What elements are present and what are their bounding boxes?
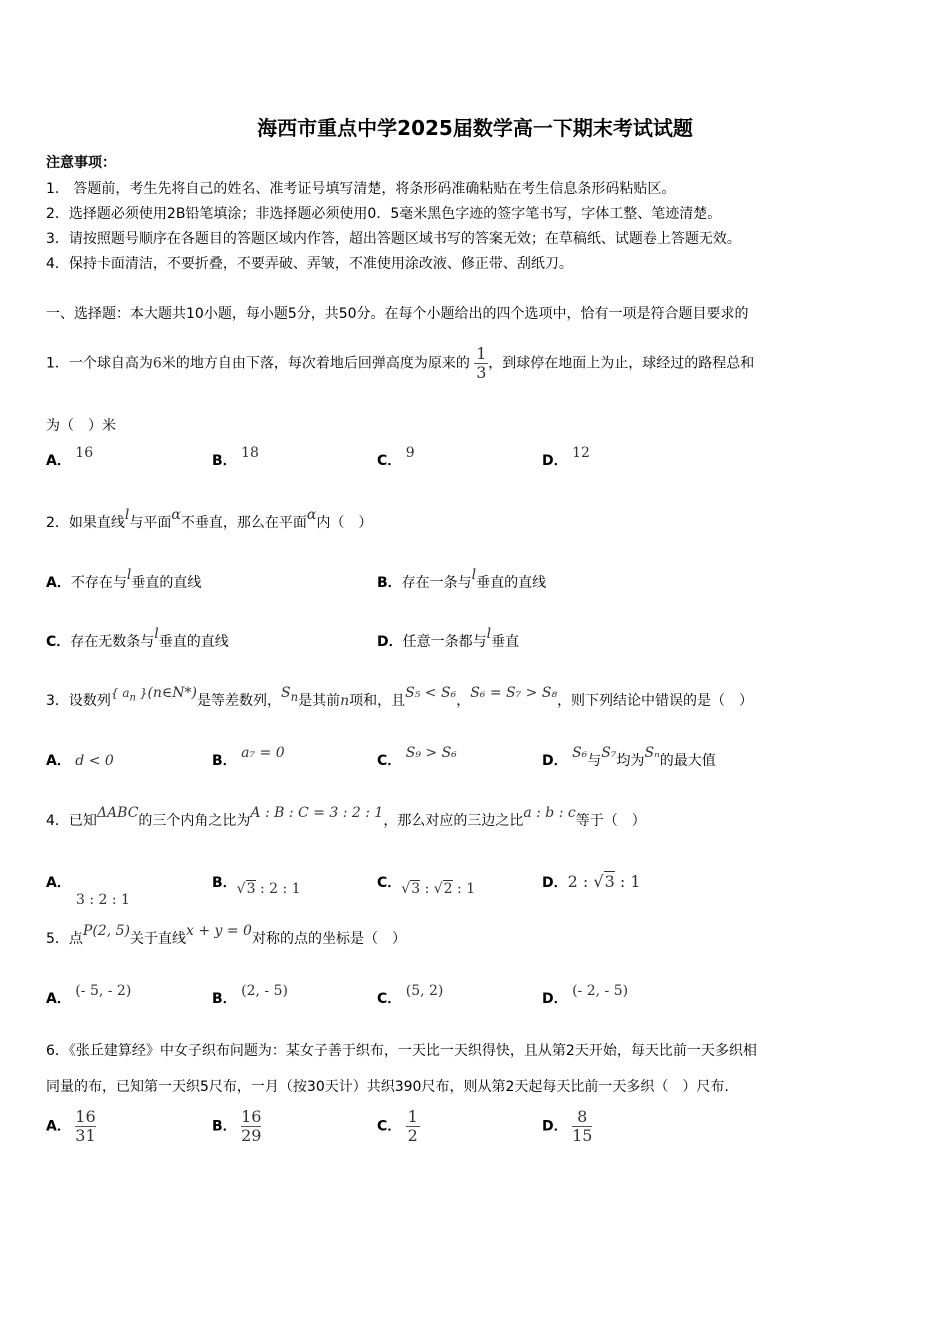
option-c[interactable]: C． S₉ > S₆ — [377, 745, 457, 769]
question-6-cont: 同量的布，已知第一天织5尺布，一月（按30天计）共织390尺布，则从第2天起每天比前一天多织（ ）尺布. — [46, 1079, 729, 1095]
option-a[interactable]: A． d < 0 — [46, 753, 114, 769]
question-number: 4． — [46, 813, 69, 829]
option-b[interactable]: B． $\frac{16}{29}$ — [212, 1107, 262, 1145]
option-c[interactable]: C． (5, 2) — [377, 983, 444, 1007]
notice-item: 4．保持卡面清洁，不要折叠，不要弄破、弄皱，不准使用涂改液、修正带、刮纸刀。 — [46, 256, 573, 272]
page-title: 海西市重点中学2025届数学高一下期末考试试题 — [257, 116, 693, 140]
option-c[interactable]: C． $\frac{1}{2}$ — [377, 1107, 418, 1145]
notice-item: 3．请按照题号顺序在各题目的答题区域内作答，超出答题区域书写的答案无效；在草稿纸、试题卷上答题无效。 — [46, 231, 741, 247]
option-b[interactable]: B．存在一条与l垂直的直线 — [377, 567, 547, 591]
option-a[interactable]: A． (- 5, - 2) — [46, 983, 132, 1007]
question-number: 2． — [46, 515, 69, 531]
question-4: 4．已知ΔABC的三个内角之比为A : B : C = 3 : 2 : 1，那么对应的三边之比a : b : c等于（ ） — [46, 805, 646, 829]
option-b[interactable]: B． (2, - 5) — [212, 983, 288, 1007]
question-5: 5．点P(2, 5)关于直线x + y = 0对称的点的坐标是（ ） — [46, 923, 406, 947]
option-d[interactable]: D．2 : √3 : 1 — [542, 872, 641, 891]
fraction: $\frac{1}{3}$ — [476, 344, 487, 382]
question-number: 1． — [46, 355, 69, 372]
question-6: 6．《张丘建算经》中女子织布问题为：某女子善于织布，一天比一天织得快，且从第2天开始，每天比前一天多织相 — [46, 1043, 757, 1059]
option-a[interactable]: A． $\frac{16}{31}$ — [46, 1107, 96, 1145]
option-d[interactable]: D． $\frac{8}{15}$ — [542, 1107, 593, 1145]
question-number: 5． — [46, 931, 69, 947]
option-c[interactable]: C．存在无数条与l垂直的直线 — [46, 626, 229, 650]
option-d[interactable]: D．任意一条都与l垂直 — [377, 626, 520, 650]
option-a[interactable]: A．不存在与l垂直的直线 — [46, 567, 202, 591]
option-d[interactable]: D． S₆与S₇均为Sₙ的最大值 — [542, 745, 716, 769]
question-2: 2．如果直线l与平面α不垂直，那么在平面α内（ ） — [46, 507, 373, 531]
option-a[interactable]: A． 3 : 2 : 1 — [46, 875, 130, 908]
notice-item: 2．选择题必须使用2B铅笔填涂；非选择题必须使用0．5毫米黑色字迹的签字笔书写，字体工整、笔迹清楚。 — [46, 206, 722, 222]
option-a[interactable]: A． 16 — [46, 445, 94, 469]
option-c[interactable]: C． 9 — [377, 445, 415, 469]
option-d[interactable]: D． 12 — [542, 445, 590, 469]
question-1-cont: 为（ ）米 — [46, 418, 116, 434]
option-b[interactable]: B． a₇ = 0 — [212, 745, 285, 769]
question-number: 6． — [46, 1043, 69, 1059]
option-b[interactable]: B．√3 : 2 : 1 — [212, 875, 301, 897]
question-3: 3．设数列{ $a_n$ }(n∈N*)是等差数列，$S_n$是其前n项和，且S₅ < S₆，S₆ = S₇ > S₈，则下列结论中错误的是（ ） — [46, 685, 754, 709]
section-heading: 一、选择题：本大题共10小题，每小题5分，共50分。在每个小题给出的四个选项中，恰有一项是符合题目要求的 — [46, 306, 749, 322]
option-c[interactable]: C．√3 : √2 : 1 — [377, 875, 476, 897]
notice-heading: 注意事项： — [46, 155, 116, 171]
option-b[interactable]: B． 18 — [212, 445, 259, 469]
question-number: 3． — [46, 693, 69, 709]
option-d[interactable]: D． (- 2, - 5) — [542, 983, 629, 1007]
question-1: 1．一个球自高为6米的地方自由下落，每次着地后回弹高度为原来的 $\frac{1}{3}$ ，到球停在地面上为止，球经过的路程总和 — [46, 344, 755, 382]
notice-item: 1. 答题前，考生先将自己的姓名、准考证号填写清楚，将条形码准确粘贴在考生信息条形码粘贴区。 — [46, 181, 676, 197]
